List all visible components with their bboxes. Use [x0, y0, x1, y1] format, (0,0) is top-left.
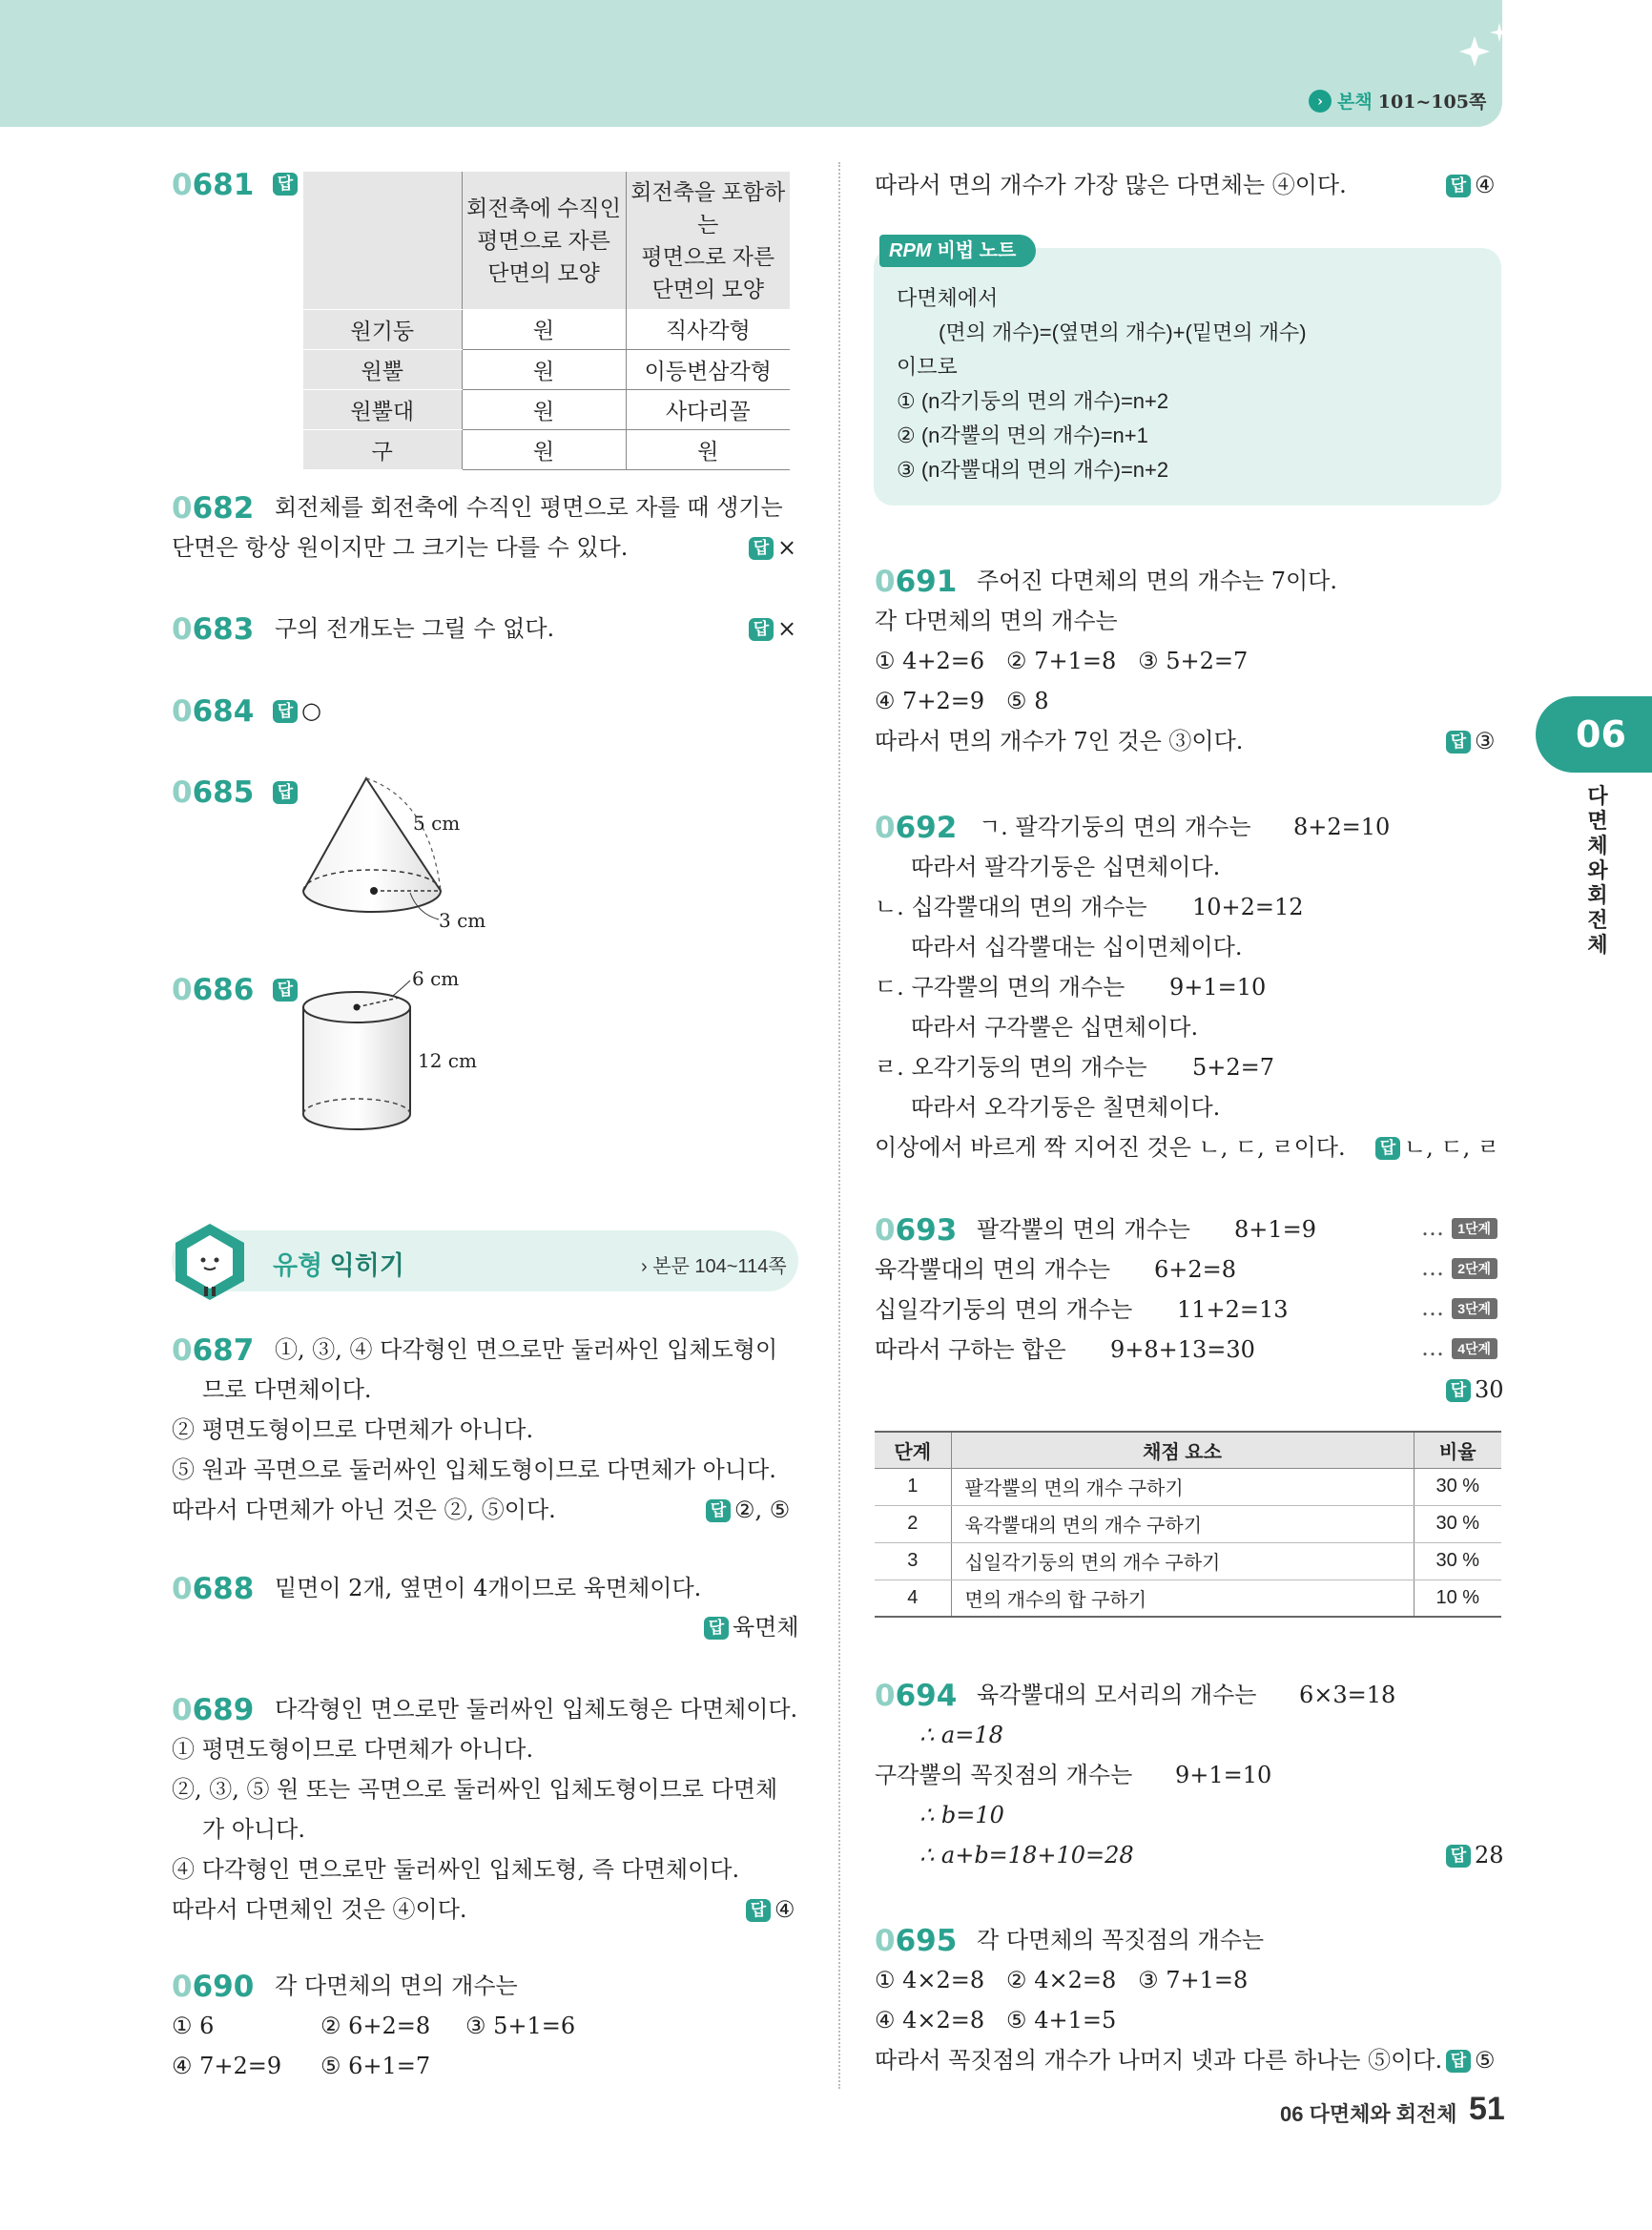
- solution-text: 각 다면체의 면의 개수는: [875, 608, 1118, 634]
- step-marker: … 2단계: [1421, 1254, 1497, 1281]
- answer: 답 ⑤: [1446, 2047, 1496, 2074]
- table-header-perpendicular: 회전축에 수직인 평면으로 자른 단면의 모양: [462, 172, 626, 309]
- arrow-right-icon: ›: [1309, 90, 1332, 113]
- rotation-body-table: [303, 172, 790, 470]
- cone-slant-label: 5 cm: [413, 812, 461, 835]
- solution-text: ②, ③, ⑤ 원 또는 곡면으로 둘러싸인 입체도형이므로 다면체: [172, 1776, 778, 1803]
- note-text: ② (n각뿔의 면의 개수)=n+1: [897, 423, 1148, 447]
- question-number-0681: 0681: [172, 168, 255, 202]
- solution-text: ② 평면도형이므로 다면체가 아니다.: [172, 1416, 534, 1443]
- solution-text: ∴ b=10: [919, 1802, 1004, 1828]
- page-header-band: [0, 0, 1502, 127]
- solution-text: 각 다면체의 꼭짓점의 개수는: [977, 1927, 1265, 1953]
- table-corner: [303, 172, 462, 309]
- answer: 답 30: [1446, 1376, 1504, 1403]
- answer-badge: 답: [273, 976, 301, 1002]
- solution-text: 따라서 구하는 합은: [875, 1336, 1066, 1363]
- solution-text: 따라서 십각뿔대는 십이면체이다.: [911, 934, 1243, 960]
- answer: 답 ②, ⑤: [706, 1497, 790, 1523]
- table-row: 4 면의 개수의 합 구하기 10 %: [875, 1580, 1501, 1617]
- solution-text: ∴ a=18: [919, 1722, 1003, 1748]
- question-number-0684: 0684: [172, 694, 255, 729]
- cone-radius-label: 3 cm: [439, 909, 486, 932]
- solution-text: 11+2=13: [1177, 1296, 1289, 1323]
- answer: 답 ㄴ, ㄷ, ㄹ: [1375, 1134, 1499, 1161]
- solution-text: 5+2=7: [1192, 1054, 1275, 1081]
- solution-text: ㄱ. 팔각기둥의 면의 개수는: [979, 814, 1251, 840]
- solution-text: 주어진 다면체의 면의 개수는 7이다.: [977, 568, 1337, 594]
- note-text: ③ (n각뿔대의 면의 개수)=n+2: [897, 458, 1169, 482]
- solution-text: 9+8+13=30: [1110, 1336, 1255, 1363]
- question-number-0688: 0688: [172, 1572, 255, 1606]
- solution-text: 따라서 다면체인 것은 ④이다.: [172, 1896, 467, 1923]
- question-number-0686: 0686: [172, 973, 255, 1007]
- page-number: 51: [1469, 2091, 1505, 2127]
- answer: 답 ④: [746, 1896, 795, 1923]
- solution-text: 육각뿔대의 모서리의 개수는: [977, 1682, 1257, 1708]
- note-text: (면의 개수)=(옆면의 개수)+(밑면의 개수): [939, 320, 1307, 344]
- step-marker: … 1단계: [1421, 1214, 1497, 1241]
- solution-text: 따라서 면의 개수가 7인 것은 ③이다.: [875, 728, 1244, 754]
- answer: 답 28: [1446, 1842, 1504, 1869]
- table-row: 원기둥 원 직사각형: [303, 309, 790, 349]
- solution-text: 8+1=9: [1234, 1216, 1317, 1243]
- solution-text: 8+2=10: [1293, 814, 1391, 840]
- solution-text: 구각뿔의 꼭짓점의 개수는: [875, 1762, 1133, 1788]
- table-row: 3 십일각기둥의 면의 개수 구하기 30 %: [875, 1542, 1501, 1580]
- solution-text: 가 아니다.: [202, 1816, 305, 1843]
- note-text: 다면체에서: [897, 286, 999, 310]
- step-marker: … 3단계: [1421, 1294, 1497, 1321]
- solution-text: ④ 4×2=8 ⑤ 4+1=5: [875, 2007, 1117, 2034]
- question-number-0685: 0685: [172, 775, 255, 810]
- answer: 답 ③: [1446, 728, 1496, 754]
- solution-text: 육각뿔대의 면의 개수는: [875, 1256, 1111, 1283]
- answer: 답 ④: [1446, 172, 1496, 198]
- solution-text: ① 4×2=8 ② 4×2=8 ③ 7+1=8: [875, 1967, 1249, 1993]
- cone-figure: [286, 771, 515, 942]
- solution-text: 구의 전개도는 그릴 수 없다.: [275, 615, 555, 642]
- table-row: 구 원 원: [303, 429, 790, 469]
- solution-text: 따라서 팔각기둥은 십면체이다.: [911, 854, 1221, 880]
- question-number-0687: 0687: [172, 1333, 255, 1368]
- table-header-including: 회전축을 포함하는 평면으로 자른 단면의 모양: [626, 172, 790, 309]
- answer-badge: 답: [273, 778, 301, 805]
- solution-text: ④ 7+2=9 ⑤ 8: [875, 688, 1049, 714]
- column-divider: [838, 162, 840, 2089]
- question-number-0683: 0683: [172, 612, 255, 647]
- footer-chapter-title: 06 다면체와 회전체: [1280, 2102, 1457, 2126]
- solution-text: 6×3=18: [1299, 1682, 1396, 1708]
- question-number-0693: 0693: [875, 1213, 958, 1248]
- answer: 답 ×: [749, 534, 796, 561]
- cylinder-radius-label: 6 cm: [412, 967, 460, 990]
- question-number-0690: 0690: [172, 1970, 255, 2004]
- question-number-0691: 0691: [875, 565, 958, 599]
- solution-text: ③ 5+1=6: [465, 2013, 576, 2039]
- table-row: 원뿔 원 이등변삼각형: [303, 349, 790, 389]
- question-number-0689: 0689: [172, 1693, 255, 1727]
- solution-text: ④ 7+2=9: [172, 2053, 282, 2079]
- section-page-reference: › 본문 104~114쪽: [641, 1256, 787, 1277]
- solution-text: 회전체를 회전축에 수직인 평면으로 자를 때 생기는: [275, 494, 783, 521]
- table-row: 1 팔각뿔의 면의 개수 구하기 30 %: [875, 1468, 1501, 1505]
- rpm-note-tag: RPM 비법 노트: [879, 235, 1036, 267]
- chapter-tab: 06: [1536, 696, 1652, 773]
- page-reference: [1309, 88, 1486, 114]
- note-text: ① (n각기둥의 면의 개수)=n+2: [897, 389, 1169, 413]
- solution-text: 므로 다면체이다.: [202, 1376, 372, 1403]
- answer: 답 ○: [273, 697, 321, 724]
- ref-label: 본책: [1337, 92, 1373, 113]
- solution-text: 밑면이 2개, 옆면이 4개이므로 육면체이다.: [275, 1575, 702, 1601]
- solution-text: ①, ③, ④ 다각형인 면으로만 둘러싸인 입체도형이: [275, 1336, 778, 1363]
- table-row: 2 육각뿔대의 면의 개수 구하기 30 %: [875, 1505, 1501, 1542]
- solution-text: 각 다면체의 면의 개수는: [275, 1972, 518, 1999]
- solution-text: ∴ a+b=18+10=28: [919, 1842, 1134, 1869]
- solution-text: ⑤ 원과 곡면으로 둘러싸인 입체도형이므로 다면체가 아니다.: [172, 1456, 776, 1483]
- question-number-0695: 0695: [875, 1924, 958, 1958]
- solution-text: 십일각기둥의 면의 개수는: [875, 1296, 1133, 1323]
- grading-table: 단계 채점 요소 비율 1 팔각뿔의 면의 개수 구하기 30 % 2 육각뿔대의 면의 개수 구하기 30 % 3 십일각기둥의 면의 개수 구하기 30 % 4 면의 개수의 합 구하기 10 %: [875, 1431, 1501, 1618]
- solution-text: 단면은 항상 원이지만 그 크기는 다를 수 있다.: [172, 534, 629, 561]
- question-number-0694: 0694: [875, 1679, 958, 1713]
- ref-pages: 101~105쪽: [1377, 92, 1487, 113]
- solution-text: ② 6+2=8: [320, 2013, 431, 2039]
- cylinder-figure: [286, 963, 515, 1154]
- answer: 답 ×: [749, 615, 796, 642]
- solution-text: ① 6: [172, 2013, 215, 2039]
- chapter-side-title: 다면체와 회전체: [1587, 784, 1608, 957]
- solution-text: ㄷ. 구각뿔의 면의 개수는: [875, 974, 1125, 1001]
- solution-text: ① 평면도형이므로 다면체가 아니다.: [172, 1736, 534, 1763]
- cylinder-height-label: 12 cm: [418, 1049, 477, 1072]
- question-number-0692: 0692: [875, 811, 958, 845]
- solution-text: 다각형인 면으로만 둘러싸인 입체도형은 다면체이다.: [275, 1696, 798, 1723]
- solution-text: 따라서 구각뿔은 십면체이다.: [911, 1014, 1199, 1041]
- solution-text: ④ 다각형인 면으로만 둘러싸인 입체도형, 즉 다면체이다.: [172, 1856, 740, 1883]
- solution-text: 따라서 오각기둥은 칠면체이다.: [911, 1094, 1221, 1121]
- solution-text: ① 4+2=6 ② 7+1=8 ③ 5+2=7: [875, 648, 1249, 674]
- question-number-0682: 0682: [172, 491, 255, 526]
- solution-text: 따라서 다면체가 아닌 것은 ②, ⑤이다.: [172, 1497, 556, 1523]
- sparkle-icon: [1457, 19, 1515, 67]
- solution-text: 따라서 면의 개수가 가장 많은 다면체는 ④이다.: [875, 172, 1347, 198]
- answer-badge: 답: [273, 170, 301, 196]
- table-row: 원뿔대 원 사다리꼴: [303, 389, 790, 429]
- solution-text: 따라서 꼭짓점의 개수가 나머지 넷과 다른 하나는 ⑤이다.: [875, 2047, 1443, 2074]
- solution-text: ㄹ. 오각기둥의 면의 개수는: [875, 1054, 1147, 1081]
- answer: 답 육면체: [704, 1614, 799, 1642]
- mascot-hexagon-icon: [170, 1222, 250, 1302]
- solution-text: 10+2=12: [1192, 894, 1304, 920]
- step-marker: … 4단계: [1421, 1334, 1497, 1361]
- note-text: 이므로: [897, 355, 958, 379]
- section-title: 유형 익히기: [273, 1251, 404, 1280]
- solution-text: 9+1=10: [1175, 1762, 1272, 1788]
- solution-text: ⑤ 6+1=7: [320, 2053, 431, 2079]
- solution-text: 9+1=10: [1169, 974, 1267, 1001]
- solution-text: 이상에서 바르게 짝 지어진 것은 ㄴ, ㄷ, ㄹ이다.: [875, 1134, 1346, 1161]
- solution-text: 팔각뿔의 면의 개수는: [977, 1216, 1190, 1243]
- solution-text: 6+2=8: [1154, 1256, 1237, 1283]
- solution-text: ㄴ. 십각뿔대의 면의 개수는: [875, 894, 1147, 920]
